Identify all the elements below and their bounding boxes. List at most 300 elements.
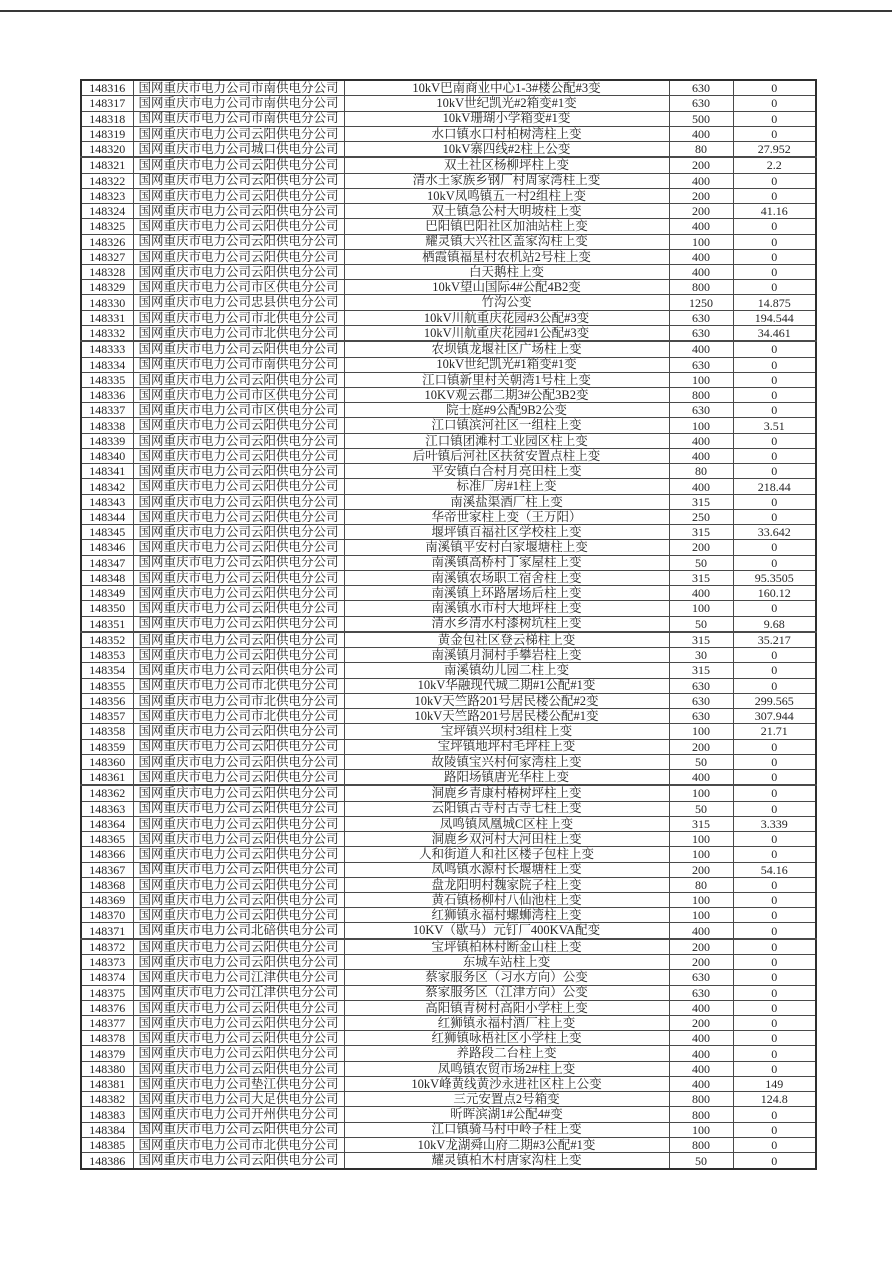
cell-transformer-name: 10kV华融现代城二期#1公配#1变	[344, 678, 669, 693]
cell-company: 国网重庆市电力公司云阳供电分公司	[133, 739, 344, 754]
cell-company: 国网重庆市电力公司云阳供电分公司	[133, 1015, 344, 1030]
cell-company: 国网重庆市电力公司市北供电分公司	[133, 693, 344, 708]
cell-reading: 0	[733, 540, 816, 555]
table-row	[81, 832, 816, 847]
cell-transformer-name: 平安镇白合村月亮田柱上变	[344, 464, 669, 479]
table-row	[81, 1153, 816, 1169]
cell-record-id: 148353	[81, 648, 133, 663]
cell-reading: 33.642	[733, 525, 816, 540]
cell-reading: 307.944	[733, 709, 816, 724]
cell-transformer-name: 南溪镇高桥村丁家屋柱上变	[344, 555, 669, 570]
cell-transformer-name: 10kV巴南商业中心1-3#楼公配#3变	[344, 80, 669, 96]
table-row	[81, 234, 816, 249]
cell-company: 国网重庆市电力公司云阳供电分公司	[133, 632, 344, 648]
cell-record-id: 148323	[81, 188, 133, 203]
cell-company: 国网重庆市电力公司云阳供电分公司	[133, 1122, 344, 1137]
cell-company: 国网重庆市电力公司云阳供电分公司	[133, 448, 344, 463]
cell-capacity: 100	[669, 847, 733, 862]
cell-company: 国网重庆市电力公司江津供电分公司	[133, 985, 344, 1000]
table-row	[81, 403, 816, 418]
cell-transformer-name: 10kV天竺路201号居民楼公配#1变	[344, 709, 669, 724]
cell-capacity: 100	[669, 832, 733, 847]
cell-capacity: 400	[669, 341, 733, 357]
cell-record-id: 148382	[81, 1092, 133, 1107]
cell-capacity: 200	[669, 1015, 733, 1030]
cell-capacity: 400	[669, 1076, 733, 1091]
cell-capacity: 800	[669, 1092, 733, 1107]
cell-transformer-name: 10kV龙湖舜山府二期#3公配#1变	[344, 1137, 669, 1152]
cell-record-id: 148371	[81, 923, 133, 939]
cell-capacity: 100	[669, 418, 733, 433]
cell-transformer-name: 洞鹿乡双河村大河田柱上变	[344, 832, 669, 847]
cell-record-id: 148345	[81, 525, 133, 540]
cell-transformer-name: 昕晖滨湖1#公配4#变	[344, 1107, 669, 1122]
cell-transformer-name: 高阳镇青树村高阳小学柱上变	[344, 1000, 669, 1015]
cell-record-id: 148326	[81, 234, 133, 249]
cell-transformer-name: 10KV观云郡二期3#公配3B2变	[344, 388, 669, 403]
cell-reading: 0	[733, 357, 816, 372]
cell-transformer-name: 盘龙阳明村魏家院子柱上变	[344, 877, 669, 892]
cell-record-id: 148318	[81, 111, 133, 126]
cell-reading: 194.544	[733, 310, 816, 325]
cell-transformer-name: 黄石镇杨柳村八仙池柱上变	[344, 892, 669, 907]
cell-transformer-name: 院士庭#9公配9B2公变	[344, 403, 669, 418]
table-row	[81, 570, 816, 585]
cell-record-id: 148334	[81, 357, 133, 372]
cell-capacity: 630	[669, 693, 733, 708]
cell-company: 国网重庆市电力公司云阳供电分公司	[133, 877, 344, 892]
cell-record-id: 148340	[81, 448, 133, 463]
cell-record-id: 148362	[81, 785, 133, 801]
cell-record-id: 148325	[81, 219, 133, 234]
table-row	[81, 372, 816, 387]
cell-record-id: 148347	[81, 555, 133, 570]
cell-record-id: 148338	[81, 418, 133, 433]
cell-record-id: 148370	[81, 908, 133, 923]
cell-reading: 0	[733, 648, 816, 663]
cell-transformer-name: 南溪镇上环路屠场后柱上变	[344, 586, 669, 601]
cell-transformer-name: 宝坪镇柏林村断金山柱上变	[344, 939, 669, 955]
cell-reading: 149	[733, 1076, 816, 1091]
cell-capacity: 630	[669, 678, 733, 693]
cell-capacity: 400	[669, 219, 733, 234]
cell-transformer-name: 蔡家服务区（习水方向）公变	[344, 970, 669, 985]
cell-company: 国网重庆市电力公司云阳供电分公司	[133, 1000, 344, 1015]
cell-record-id: 148336	[81, 388, 133, 403]
cell-company: 国网重庆市电力公司云阳供电分公司	[133, 785, 344, 801]
table-row	[81, 295, 816, 310]
cell-company: 国网重庆市电力公司云阳供电分公司	[133, 601, 344, 616]
cell-reading: 14.875	[733, 295, 816, 310]
cell-capacity: 630	[669, 709, 733, 724]
table-row	[81, 1137, 816, 1152]
cell-record-id: 148359	[81, 739, 133, 754]
cell-capacity: 250	[669, 509, 733, 524]
cell-record-id: 148348	[81, 570, 133, 585]
cell-company: 国网重庆市电力公司云阳供电分公司	[133, 769, 344, 785]
cell-transformer-name: 10kV川航重庆花园#3公配#3变	[344, 310, 669, 325]
cell-company: 国网重庆市电力公司云阳供电分公司	[133, 754, 344, 769]
cell-record-id: 148367	[81, 862, 133, 877]
cell-transformer-name: 江口镇骑马村中岭子柱上变	[344, 1122, 669, 1137]
cell-capacity: 630	[669, 403, 733, 418]
cell-record-id: 148358	[81, 724, 133, 739]
cell-reading: 0	[733, 908, 816, 923]
cell-company: 国网重庆市电力公司云阳供电分公司	[133, 418, 344, 433]
cell-capacity: 400	[669, 173, 733, 188]
table-row	[81, 494, 816, 509]
cell-capacity: 200	[669, 862, 733, 877]
cell-capacity: 50	[669, 555, 733, 570]
cell-transformer-name: 红狮镇永福村螺蛳湾柱上变	[344, 908, 669, 923]
cell-record-id: 148349	[81, 586, 133, 601]
cell-company: 国网重庆市电力公司云阳供电分公司	[133, 464, 344, 479]
cell-record-id: 148360	[81, 754, 133, 769]
table-row	[81, 555, 816, 570]
cell-record-id: 148379	[81, 1046, 133, 1061]
cell-reading: 0	[733, 785, 816, 801]
cell-reading: 0	[733, 249, 816, 264]
cell-capacity: 315	[669, 632, 733, 648]
cell-company: 国网重庆市电力公司云阳供电分公司	[133, 173, 344, 188]
cell-reading: 0	[733, 494, 816, 509]
cell-capacity: 50	[669, 616, 733, 632]
cell-reading: 0	[733, 847, 816, 862]
cell-reading: 0	[733, 1153, 816, 1169]
cell-capacity: 100	[669, 892, 733, 907]
cell-record-id: 148329	[81, 280, 133, 295]
cell-reading: 0	[733, 877, 816, 892]
cell-record-id: 148344	[81, 509, 133, 524]
table-row	[81, 126, 816, 141]
cell-transformer-name: 耀灵镇柏木村唐家沟柱上变	[344, 1153, 669, 1169]
cell-record-id: 148328	[81, 265, 133, 280]
cell-reading: 21.71	[733, 724, 816, 739]
table-row	[81, 1092, 816, 1107]
table-row	[81, 892, 816, 907]
cell-transformer-name: 农坝镇龙堰社区广场柱上变	[344, 341, 669, 357]
cell-transformer-name: 云阳镇古寺村古寺七柱上变	[344, 801, 669, 816]
cell-reading: 218.44	[733, 479, 816, 494]
cell-company: 国网重庆市电力公司云阳供电分公司	[133, 1031, 344, 1046]
cell-transformer-name: 故陵镇宝兴村何家湾柱上变	[344, 754, 669, 769]
table-row	[81, 448, 816, 463]
table-row	[81, 632, 816, 648]
cell-capacity: 630	[669, 325, 733, 341]
cell-company: 国网重庆市电力公司云阳供电分公司	[133, 433, 344, 448]
cell-transformer-name: 红狮镇咏梧社区小学柱上变	[344, 1031, 669, 1046]
cell-record-id: 148369	[81, 892, 133, 907]
cell-transformer-name: 10kV川航重庆花园#1公配#3变	[344, 325, 669, 341]
cell-capacity: 400	[669, 265, 733, 280]
cell-record-id: 148384	[81, 1122, 133, 1137]
cell-capacity: 400	[669, 1031, 733, 1046]
cell-record-id: 148373	[81, 955, 133, 970]
cell-company: 国网重庆市电力公司垫江供电分公司	[133, 1076, 344, 1091]
cell-reading: 0	[733, 555, 816, 570]
cell-transformer-name: 江口镇新里村关朝湾1号柱上变	[344, 372, 669, 387]
cell-company: 国网重庆市电力公司市北供电分公司	[133, 310, 344, 325]
cell-record-id: 148333	[81, 341, 133, 357]
cell-company: 国网重庆市电力公司市北供电分公司	[133, 325, 344, 341]
cell-record-id: 148322	[81, 173, 133, 188]
table-row	[81, 418, 816, 433]
table-row	[81, 204, 816, 219]
cell-transformer-name: 堰坪镇百福社区学校柱上变	[344, 525, 669, 540]
cell-record-id: 148381	[81, 1076, 133, 1091]
cell-record-id: 148352	[81, 632, 133, 648]
cell-company: 国网重庆市电力公司云阳供电分公司	[133, 832, 344, 847]
cell-record-id: 148346	[81, 540, 133, 555]
cell-company: 国网重庆市电力公司云阳供电分公司	[133, 555, 344, 570]
cell-reading: 0	[733, 448, 816, 463]
table-row	[81, 265, 816, 280]
cell-transformer-name: 双土镇急公村大明坡柱上变	[344, 204, 669, 219]
cell-company: 国网重庆市电力公司云阳供电分公司	[133, 249, 344, 264]
cell-transformer-name: 水口镇水口村柏树湾柱上变	[344, 126, 669, 141]
cell-company: 国网重庆市电力公司市区供电分公司	[133, 280, 344, 295]
cell-company: 国网重庆市电力公司市区供电分公司	[133, 403, 344, 418]
table-row	[81, 525, 816, 540]
cell-transformer-name: 10kV世纪凯光#2箱变#1变	[344, 96, 669, 111]
table-row	[81, 142, 816, 158]
cell-reading: 35.217	[733, 632, 816, 648]
cell-capacity: 800	[669, 280, 733, 295]
cell-reading: 0	[733, 1061, 816, 1076]
cell-company: 国网重庆市电力公司云阳供电分公司	[133, 908, 344, 923]
cell-capacity: 100	[669, 234, 733, 249]
table-row	[81, 157, 816, 173]
cell-capacity: 800	[669, 388, 733, 403]
table-row	[81, 433, 816, 448]
cell-company: 国网重庆市电力公司云阳供电分公司	[133, 219, 344, 234]
cell-transformer-name: 路阳场镇唐光华柱上变	[344, 769, 669, 785]
table-row	[81, 219, 816, 234]
table-row	[81, 464, 816, 479]
cell-company: 国网重庆市电力公司云阳供电分公司	[133, 648, 344, 663]
cell-transformer-name: 南溪盐渠酒厂柱上变	[344, 494, 669, 509]
cell-record-id: 148319	[81, 126, 133, 141]
cell-transformer-name: 黄金包社区登云梯柱上变	[344, 632, 669, 648]
table-row	[81, 249, 816, 264]
cell-capacity: 200	[669, 939, 733, 955]
cell-capacity: 400	[669, 249, 733, 264]
cell-transformer-name: 南溪镇月洞村手攀岩柱上变	[344, 648, 669, 663]
cell-company: 国网重庆市电力公司市区供电分公司	[133, 388, 344, 403]
cell-capacity: 400	[669, 923, 733, 939]
cell-company: 国网重庆市电力公司大足供电分公司	[133, 1092, 344, 1107]
cell-record-id: 148361	[81, 769, 133, 785]
cell-capacity: 630	[669, 80, 733, 96]
cell-reading: 0	[733, 970, 816, 985]
cell-reading: 0	[733, 188, 816, 203]
records-tbody	[81, 80, 816, 1169]
cell-capacity: 315	[669, 816, 733, 831]
table-row	[81, 601, 816, 616]
cell-transformer-name: 南溪镇幼儿园二柱上变	[344, 663, 669, 678]
cell-reading: 0	[733, 1046, 816, 1061]
cell-transformer-name: 10KV（歇马）元钉厂400KVA配变	[344, 923, 669, 939]
cell-company: 国网重庆市电力公司云阳供电分公司	[133, 939, 344, 955]
cell-capacity: 400	[669, 1046, 733, 1061]
cell-company: 国网重庆市电力公司云阳供电分公司	[133, 847, 344, 862]
cell-record-id: 148337	[81, 403, 133, 418]
cell-reading: 0	[733, 80, 816, 96]
cell-company: 国网重庆市电力公司忠县供电分公司	[133, 295, 344, 310]
cell-capacity: 400	[669, 433, 733, 448]
cell-record-id: 148366	[81, 847, 133, 862]
cell-transformer-name: 南溪镇平安村白家堰塘柱上变	[344, 540, 669, 555]
cell-company: 国网重庆市电力公司云阳供电分公司	[133, 1061, 344, 1076]
cell-capacity: 50	[669, 801, 733, 816]
table-row	[81, 1107, 816, 1122]
cell-transformer-name: 养路段二台柱上变	[344, 1046, 669, 1061]
table-row	[81, 923, 816, 939]
cell-record-id: 148342	[81, 479, 133, 494]
cell-transformer-name: 10kV世纪凯光#1箱变#1变	[344, 357, 669, 372]
table-row	[81, 173, 816, 188]
cell-company: 国网重庆市电力公司云阳供电分公司	[133, 862, 344, 877]
table-row	[81, 862, 816, 877]
cell-company: 国网重庆市电力公司市北供电分公司	[133, 709, 344, 724]
cell-capacity: 80	[669, 464, 733, 479]
table-row	[81, 325, 816, 341]
cell-record-id: 148380	[81, 1061, 133, 1076]
cell-transformer-name: 标准厂房#1柱上变	[344, 479, 669, 494]
cell-transformer-name: 华帝世家柱上变（王万阳）	[344, 509, 669, 524]
table-row	[81, 754, 816, 769]
cell-capacity: 800	[669, 1137, 733, 1152]
cell-transformer-name: 白天鹅柱上变	[344, 265, 669, 280]
cell-company: 国网重庆市电力公司云阳供电分公司	[133, 509, 344, 524]
cell-company: 国网重庆市电力公司云阳供电分公司	[133, 1046, 344, 1061]
cell-record-id: 148357	[81, 709, 133, 724]
cell-capacity: 1250	[669, 295, 733, 310]
cell-reading: 0	[733, 769, 816, 785]
cell-reading: 0	[733, 663, 816, 678]
cell-record-id: 148365	[81, 832, 133, 847]
cell-company: 国网重庆市电力公司云阳供电分公司	[133, 801, 344, 816]
cell-reading: 54.16	[733, 862, 816, 877]
cell-record-id: 148341	[81, 464, 133, 479]
cell-capacity: 400	[669, 1000, 733, 1015]
cell-record-id: 148374	[81, 970, 133, 985]
cell-transformer-name: 凤鸣镇农贸市场2#柱上变	[344, 1061, 669, 1076]
table-row	[81, 739, 816, 754]
cell-reading: 160.12	[733, 586, 816, 601]
cell-company: 国网重庆市电力公司市南供电分公司	[133, 96, 344, 111]
cell-record-id: 148356	[81, 693, 133, 708]
cell-capacity: 630	[669, 985, 733, 1000]
cell-capacity: 400	[669, 479, 733, 494]
cell-company: 国网重庆市电力公司云阳供电分公司	[133, 540, 344, 555]
cell-capacity: 100	[669, 908, 733, 923]
cell-record-id: 148378	[81, 1031, 133, 1046]
cell-record-id: 148354	[81, 663, 133, 678]
cell-capacity: 200	[669, 157, 733, 173]
cell-transformer-name: 宝坪镇地坪村毛坪柱上变	[344, 739, 669, 754]
cell-record-id: 148377	[81, 1015, 133, 1030]
cell-reading: 95.3505	[733, 570, 816, 585]
cell-company: 国网重庆市电力公司北碚供电分公司	[133, 923, 344, 939]
table-row	[81, 616, 816, 632]
cell-company: 国网重庆市电力公司云阳供电分公司	[133, 1153, 344, 1169]
table-row	[81, 96, 816, 111]
cell-record-id: 148364	[81, 816, 133, 831]
cell-company: 国网重庆市电力公司市南供电分公司	[133, 80, 344, 96]
cell-transformer-name: 蔡家服务区（江津方向）公变	[344, 985, 669, 1000]
cell-reading: 0	[733, 433, 816, 448]
cell-company: 国网重庆市电力公司市北供电分公司	[133, 1137, 344, 1152]
table-row	[81, 955, 816, 970]
cell-reading: 0	[733, 1122, 816, 1137]
cell-transformer-name: 清水乡清水村漆树坑柱上变	[344, 616, 669, 632]
cell-capacity: 80	[669, 877, 733, 892]
cell-transformer-name: 南溪镇农场职工宿舍柱上变	[344, 570, 669, 585]
cell-record-id: 148372	[81, 939, 133, 955]
table-row	[81, 1031, 816, 1046]
cell-capacity: 400	[669, 1061, 733, 1076]
cell-record-id: 148339	[81, 433, 133, 448]
cell-capacity: 400	[669, 769, 733, 785]
cell-record-id: 148351	[81, 616, 133, 632]
cell-record-id: 148363	[81, 801, 133, 816]
table-row	[81, 1000, 816, 1015]
cell-record-id: 148321	[81, 157, 133, 173]
cell-company: 国网重庆市电力公司云阳供电分公司	[133, 234, 344, 249]
cell-capacity: 800	[669, 1107, 733, 1122]
cell-reading: 124.8	[733, 1092, 816, 1107]
cell-record-id: 148386	[81, 1153, 133, 1169]
table-row	[81, 1015, 816, 1030]
table-row	[81, 985, 816, 1000]
cell-reading: 0	[733, 923, 816, 939]
cell-transformer-name: 10kV珊瑚小学箱变#1变	[344, 111, 669, 126]
table-row	[81, 724, 816, 739]
table-row	[81, 769, 816, 785]
cell-company: 国网重庆市电力公司云阳供电分公司	[133, 188, 344, 203]
table-row	[81, 678, 816, 693]
cell-reading: 0	[733, 464, 816, 479]
cell-record-id: 148335	[81, 372, 133, 387]
cell-reading: 0	[733, 832, 816, 847]
cell-capacity: 630	[669, 970, 733, 985]
cell-reading: 0	[733, 234, 816, 249]
cell-capacity: 315	[669, 525, 733, 540]
cell-transformer-name: 宝坪镇兴坝村3组柱上变	[344, 724, 669, 739]
cell-reading: 0	[733, 173, 816, 188]
cell-record-id: 148350	[81, 601, 133, 616]
cell-record-id: 148316	[81, 80, 133, 96]
cell-transformer-name: 凤鸣镇水源村长堰塘柱上变	[344, 862, 669, 877]
table-row	[81, 908, 816, 923]
cell-capacity: 315	[669, 570, 733, 585]
cell-capacity: 315	[669, 494, 733, 509]
cell-transformer-name: 10kV寨四线#2柱上公变	[344, 142, 669, 158]
cell-record-id: 148355	[81, 678, 133, 693]
cell-company: 国网重庆市电力公司市南供电分公司	[133, 357, 344, 372]
cell-capacity: 50	[669, 1153, 733, 1169]
table-row	[81, 785, 816, 801]
table-row	[81, 509, 816, 524]
cell-record-id: 148383	[81, 1107, 133, 1122]
cell-reading: 0	[733, 1031, 816, 1046]
cell-capacity: 200	[669, 204, 733, 219]
cell-transformer-name: 10kV望山国际4#公配4B2变	[344, 280, 669, 295]
table-row	[81, 877, 816, 892]
cell-record-id: 148376	[81, 1000, 133, 1015]
cell-record-id: 148385	[81, 1137, 133, 1152]
